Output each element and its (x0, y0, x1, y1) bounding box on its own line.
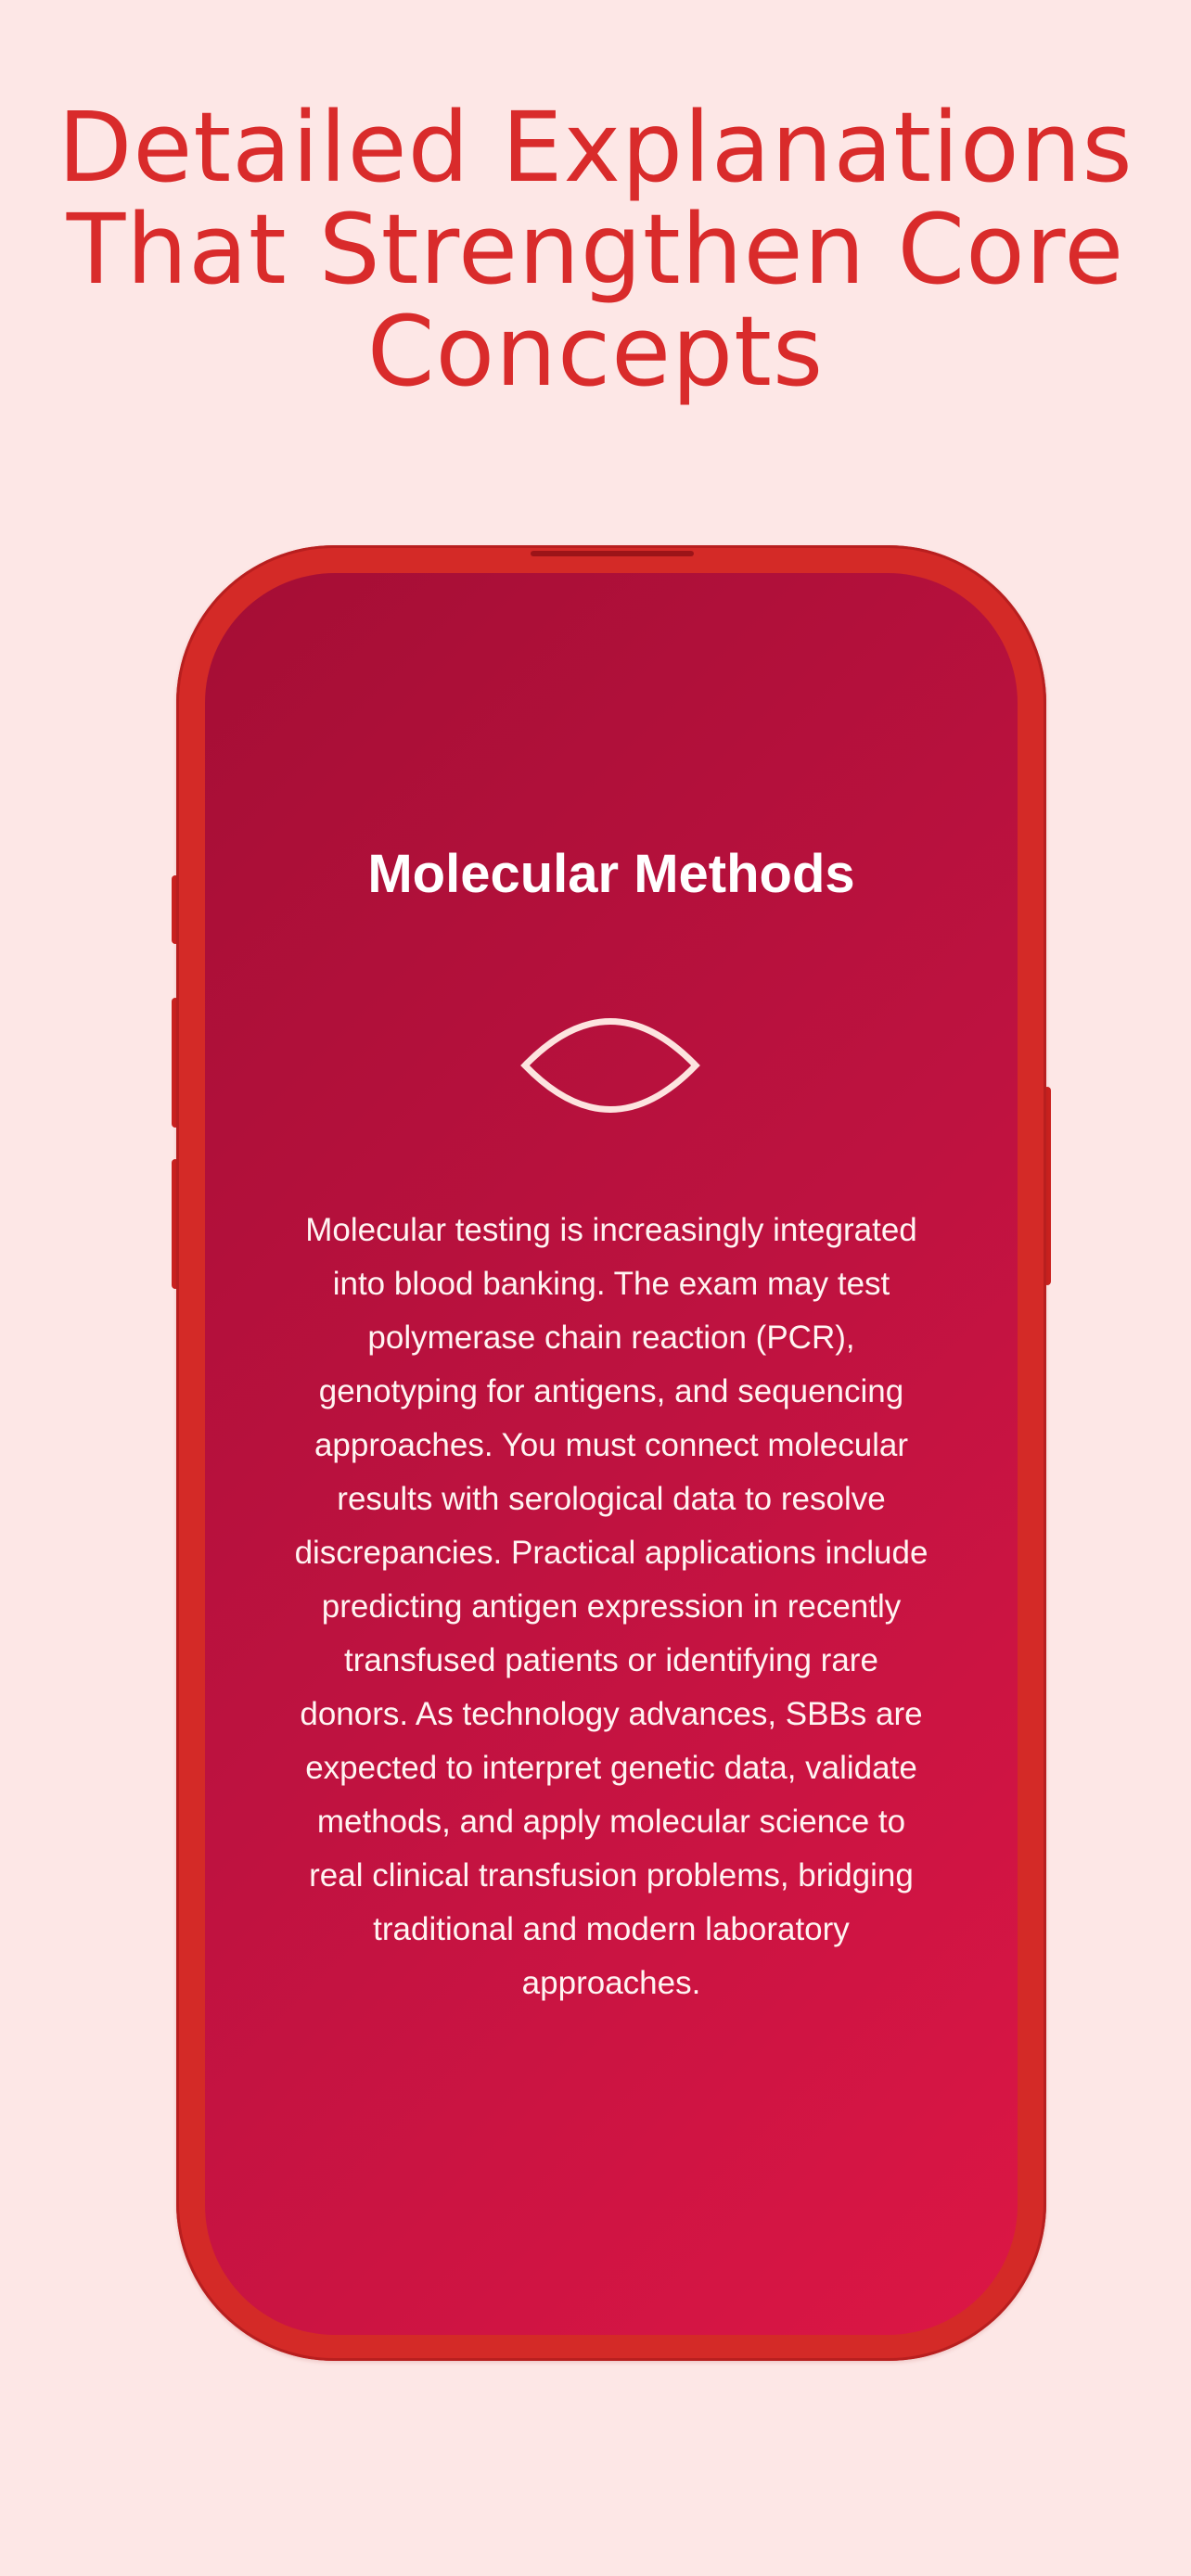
eye-outline-icon (518, 1014, 703, 1116)
card-body-text: Molecular testing is increasingly integrated into blood banking. The exam may test polymerase chain reaction (PCR), genotyping for antigens, and sequencing approaches. You must connect molecular results with serological data to resolve discrepancies. Practical applications include predicting antigen expression in recently transfused patients or identifying rare donors. As technology advances, SBBs are expected to interpret genetic data, validate methods, and apply molecular science to real clinical transfusion problems, bridging traditional and modern laboratory approaches. (294, 1212, 928, 2001)
headline: Detailed Explanations That Strengthen Core Concepts (58, 91, 1133, 408)
phone-speaker (531, 551, 694, 556)
phone-screen (205, 573, 1018, 2335)
card-title: Molecular Methods (367, 844, 855, 904)
